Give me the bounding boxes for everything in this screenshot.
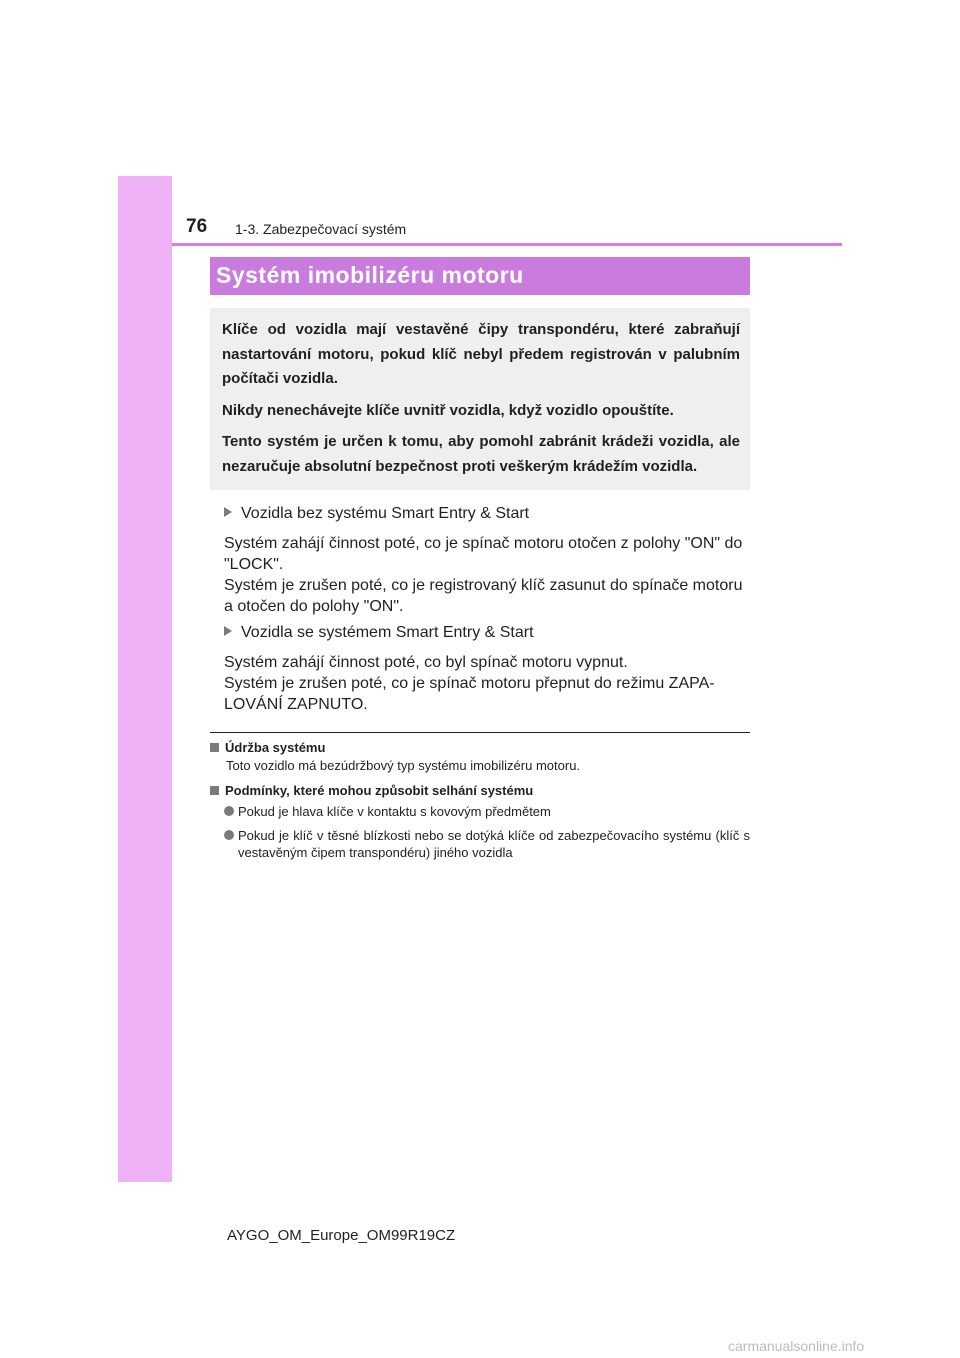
note-heading xyxy=(210,782,750,800)
note-heading-label: Podmínky, které mohou způsobit selhání systému xyxy=(225,783,534,798)
intro-paragraph: Nikdy nenechávejte klíče uvnitř vozidla, když vozidlo opouštíte. xyxy=(222,401,674,419)
subheading-with-smart-entry xyxy=(224,624,534,642)
circle-bullet-icon xyxy=(224,806,234,816)
note-maintenance xyxy=(210,739,750,775)
triangle-bullet-icon xyxy=(224,507,232,517)
running-header: 1-3. Zabezpečovací systém xyxy=(235,221,407,237)
body-with-smart-entry xyxy=(224,652,746,715)
bullet-text: Pokud je klíč v těsné blízkosti nebo se dotýká klíče od zabezpečovacího systému (klíč s vestavěným čipem transpondéru) jiného vozidla xyxy=(238,828,750,860)
triangle-bullet-icon xyxy=(224,626,232,636)
notes-divider xyxy=(210,732,750,733)
square-bullet-icon xyxy=(210,743,219,752)
circle-bullet-icon xyxy=(224,830,234,840)
intro-box xyxy=(210,308,750,490)
failure-bullet xyxy=(224,803,750,820)
note-failure-conditions xyxy=(210,782,750,800)
page-number: 76 xyxy=(186,216,208,237)
subheading-without-smart-entry xyxy=(224,505,529,523)
bullet-text: Pokud je hlava klíče v kontaktu s kovovým předmětem xyxy=(238,804,551,819)
body-line: Systém je zrušen poté, co je spínač motoru přepnut do režimu ZAPALOVÁNÍ ZAPNUTO. xyxy=(224,675,715,713)
document-code: AYGO_OM_Europe_OM99R19CZ xyxy=(227,1227,456,1244)
note-heading-label: Údržba systému xyxy=(225,740,326,755)
intro-paragraph: Klíče od vozidla mají vestavěné čipy transpondéru, které zabraňují nastartování motoru, pokud klíč nebyl předem registrován v palubním počítači vozidla. xyxy=(222,321,740,387)
body-without-smart-entry xyxy=(224,533,746,617)
square-bullet-icon xyxy=(210,786,219,795)
chapter-side-tab xyxy=(118,176,172,1182)
failure-bullet xyxy=(224,827,750,861)
note-text: Toto vozidlo má bezúdržbový typ systému imobilizéru motoru. xyxy=(226,758,581,773)
header-rule xyxy=(172,243,842,246)
body-line: Systém je zrušen poté, co je registrovaný klíč zasunut do spínače motoru a otočen do polohy "ON". xyxy=(224,577,743,615)
body-line: Systém zahájí činnost poté, co byl spínač motoru vypnut. xyxy=(224,654,628,671)
section-title: Systém imobilizéru motoru xyxy=(216,262,524,288)
subheading-label: Vozidla bez systému Smart Entry & Start xyxy=(241,505,530,522)
watermark: carmanualsonline.info xyxy=(728,1338,865,1354)
note-heading xyxy=(210,739,750,757)
intro-paragraph: Tento systém je určen k tomu, aby pomohl zabránit krádeži vozidla, ale nezaručuje absolutní bezpečnost proti veškerým krádežím vozidla. xyxy=(222,433,740,475)
subheading-label: Vozidla se systémem Smart Entry & Start xyxy=(241,624,534,641)
body-line: Systém zahájí činnost poté, co je spínač motoru otočen z polohy "ON" do "LOCK". xyxy=(224,535,743,573)
